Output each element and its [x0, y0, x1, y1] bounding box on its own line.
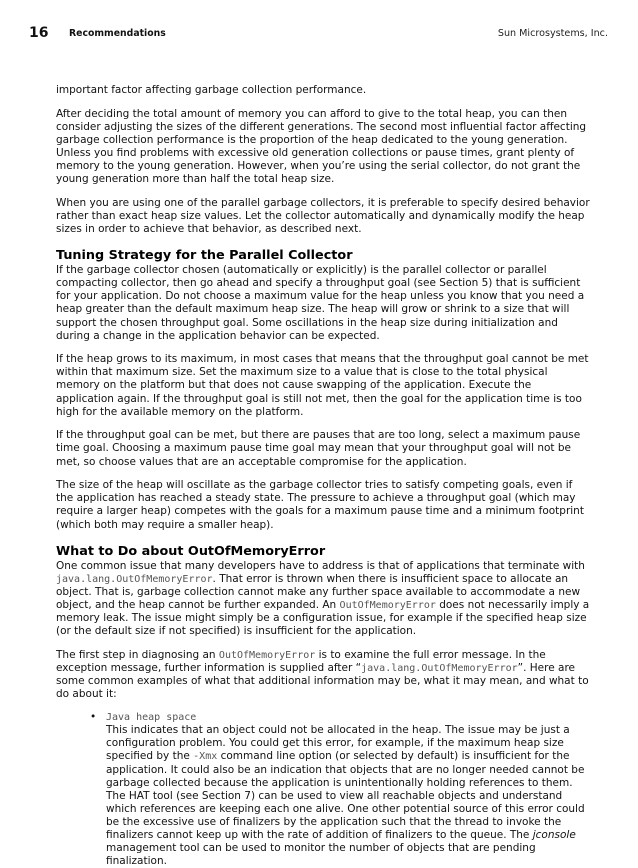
- page-number: 16: [29, 25, 49, 41]
- heading-tuning-strategy: Tuning Strategy for the Parallel Collector: [56, 248, 353, 264]
- paragraph-heap-oscillation: The size of the heap will oscillate as the garbage collector tries to satisfy competing goals, even if the application has reached a steady state. The pressure to achieve a throughput goal (which may require a larger heap) competes with the goals for a maximum pause time and a minimum footprint (which both may require a smaller heap).: [56, 479, 584, 531]
- paragraph-intro-continuation: important factor affecting garbage collection performance.: [56, 84, 367, 96]
- jconsole-term: jconsole: [532, 828, 576, 841]
- code-oom: OutOfMemoryError: [339, 599, 436, 611]
- text-run: management tool can be used to monitor the number of objects that are pending finalization.: [106, 842, 536, 868]
- text-run: command line option (or selected by default) is insufficient for the application. It could also be an indication that objects that are no longer needed cannot be garbage collected because the application is unintentionally holding references to them. The HAT tool (see Section 7) can be used to view all reachable objects and understand which references are keeping each one alive. One other potential source of this error could be the excessive use of finalizers by the application such that the thread to invoke the finalizers cannot keep up with the rate of addition of finalizers to the queue. The: [106, 750, 585, 841]
- code-java-heap-space: Java heap space: [106, 712, 197, 724]
- text-run: . That error is thrown when there is insufficient space to allocate an object. That is, garbage collection cannot make any further space available to accommodate a new object, and the heap cannot be further expanded. An: [56, 572, 581, 611]
- text-run: ”. Here are some common examples of what that additional information may be, what it may mean, and what to do about it:: [56, 661, 589, 701]
- list-item-java-heap-space: [56, 711, 592, 868]
- section-title: Recommendations: [69, 28, 166, 39]
- text-run: The first step in diagnosing an: [56, 648, 219, 661]
- bullet-marker: •: [90, 711, 97, 724]
- oom-causes-list: [56, 711, 592, 868]
- code-java-lang-oom: java.lang.OutOfMemoryError: [361, 662, 518, 674]
- code-oom: OutOfMemoryError: [218, 649, 316, 661]
- code-java-lang-oom: java.lang.OutOfMemoryError: [56, 573, 213, 585]
- paragraph-heap-generations: After deciding the total amount of memory you can afford to give to the total heap, you can then consider adjusting the sizes of the different generations. The second most influential factor affecting garbage collection performance is the proportion of the heap dedicated to the young generation. Unless you find problems with excessive old generation collections or pause times, grant plenty of memory to the young generation. However, when you’re using the serial collector, do not grant the young generation more than half the total heap size.: [56, 107, 587, 186]
- paragraph-pause-time-goal: If the throughput goal can be met, but there are pauses that are too long, select a maximum pause time goal. Choosing a maximum pause time goal may mean that your throughput goal will not be met, so choose values that are an acceptable compromise for the application.: [56, 429, 581, 468]
- text-run: This indicates that an object could not be allocated in the heap. The issue may be just a configuration problem. You could get this error, for example, if the maximum heap size specified by the: [106, 724, 570, 763]
- paragraph-throughput-goal: If the garbage collector chosen (automatically or explicitly) is the parallel collector or parallel compacting collector, then go ahead and specify a throughput goal (see Section 5) that is sufficient for your application. Do not choose a maximum value for the heap unless you know that you need a heap greater than the default maximum heap size. The heap will grow or shrink to a size that will support the chosen throughput goal. Some oscillations in the heap size during initialization and during a change in the application behavior can be expected.: [56, 264, 585, 342]
- paragraph-java-heap-space: [106, 724, 592, 868]
- heading-out-of-memory: What to Do about OutOfMemoryError: [56, 543, 326, 559]
- page-header: [0, 26, 638, 40]
- code-xmx: -Xmx: [193, 751, 218, 763]
- paragraph-oom-diagnosis: [56, 649, 592, 701]
- paragraph-oom-overview: [56, 560, 592, 639]
- text-run: One common issue that many developers have to address is that of applications that terminate with: [56, 559, 585, 572]
- paragraph-parallel-collectors: When you are using one of the parallel garbage collectors, it is preferable to specify desired behavior rather than exact heap size values. Let the collector automatically and dynamically modify the heap sizes in order to achieve that behavior, as described next.: [56, 196, 590, 236]
- paragraph-heap-maximum: If the heap grows to its maximum, in most cases that means that the throughput goal cannot be met within that maximum size. Set the maximum size to a value that is close to the total physical memory on the platform but that does not cause swapping of the application. Execute the application again. If the throughput goal is still not met, then the goal for the application time is too high for the available memory on the platform.: [56, 353, 589, 418]
- text-run: does not necessarily imply a memory leak. The issue might simply be a configuration issue, for example if the specified heap size (or the default size if not specified) is insufficient for the application.: [56, 598, 590, 638]
- company-name: Sun Microsystems, Inc.: [497, 28, 608, 39]
- text-run: is to examine the full error message. In the exception message, further information is supplied after “: [56, 648, 546, 674]
- page-body: [56, 84, 592, 868]
